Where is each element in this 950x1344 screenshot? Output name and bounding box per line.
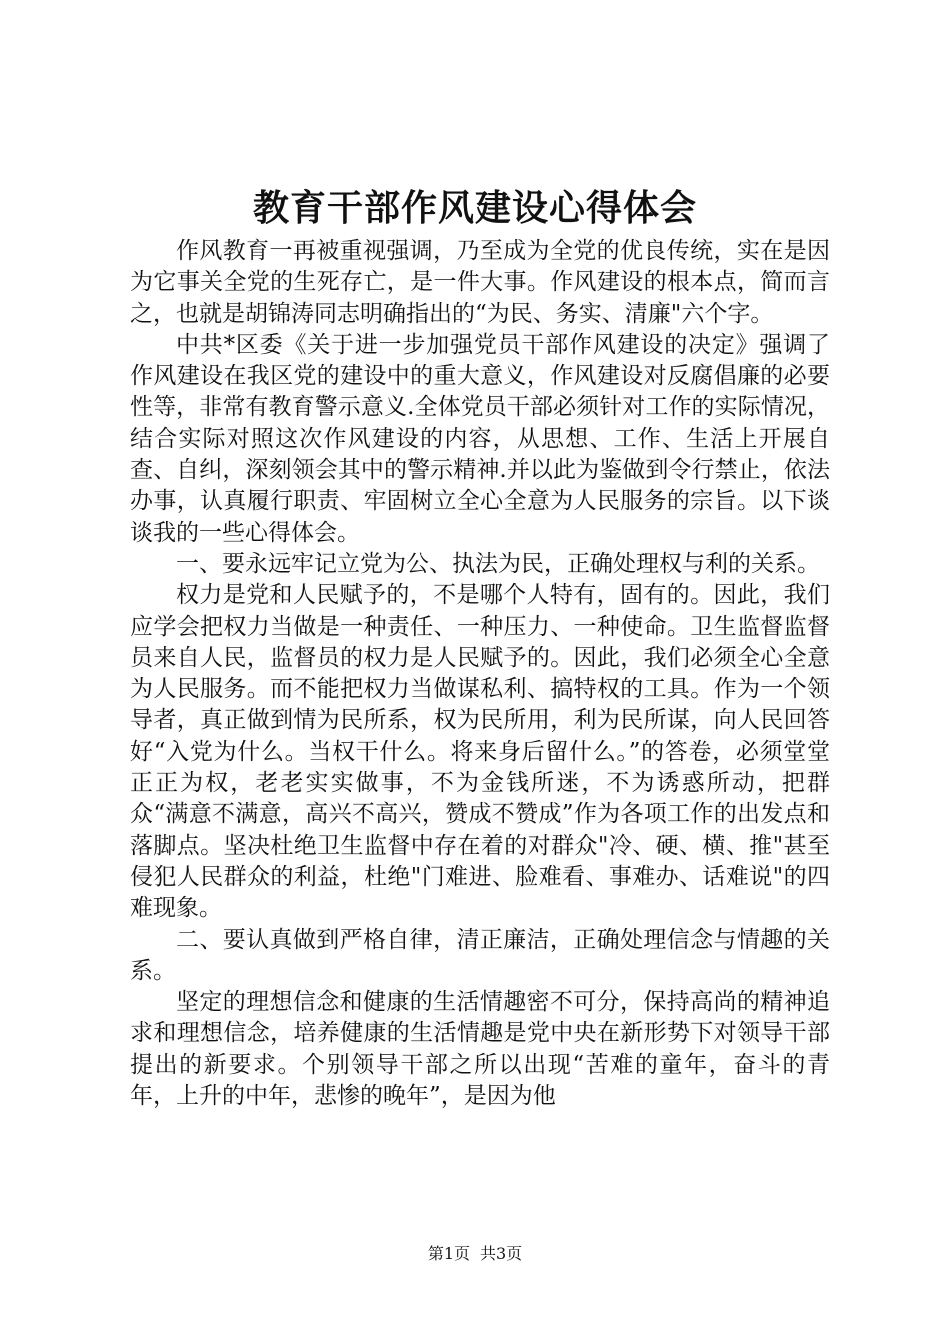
page-number: 第1页	[427, 1244, 470, 1263]
page-footer	[0, 1243, 950, 1265]
paragraph: 作风教育一再被重视强调，乃至成为全党的优良传统，实在是因为它事关全党的生死存亡，是一件大事。作风建设的根本点，简而言之，也就是胡锦涛同志明确指出的“为民、务实、清廉"六个字。	[130, 238, 830, 327]
section-heading: 二、要认真做到严格自律，清正廉洁，正确处理信念与情趣的关系。	[130, 926, 830, 984]
paragraph: 权力是党和人民赋予的，不是哪个人特有，固有的。因此，我们应学会把权力当做是一种责任、一种压力、一种使命。卫生监督监督员来自人民，监督员的权力是人民赋予的。因此，我们必须全心全意为人民服务。而不能把权力当做谋私利、搞特权的工具。作为一个领导者，真正做到情为民所系，权为民所用，利为民所谋，向人民回答好“入党为什么。当权干什么。将来身后留什么。”的答卷，必须堂堂正正为权，老老实实做事，不为金钱所迷，不为诱惑所动，把群众“满意不满意，高兴不高兴，赞成不赞成”作为各项工作的出发点和落脚点。坚决杜绝卫生监督中存在着的对群众"冷、硬、横、推"甚至侵犯人民群众的利益，杜绝"门难进、脸难看、事难办、话难说"的四难现象。	[130, 582, 830, 922]
page-total: 共3页	[480, 1244, 523, 1263]
paragraph: 坚定的理想信念和健康的生活情趣密不可分，保持高尚的精神追求和理想信念，培养健康的生活情趣是党中央在新形势下对领导干部提出的新要求。个别领导干部之所以出现“苦难的童年，奋斗的青年，上升的中年，悲惨的晚年”，是因为他	[130, 989, 830, 1110]
document-title: 教育干部作风建设心得体会	[252, 188, 697, 229]
document-body	[130, 236, 830, 1112]
section-heading: 一、要永远牢记立党为公、执法为民，正确处理权与利的关系。	[176, 550, 820, 577]
paragraph: 中共*区委《关于进一步加强党员干部作风建设的决定》强调了作风建设在我区党的建设中的重大意义，作风建设对反腐倡廉的必要性等，非常有教育警示意义.全体党员干部必须针对工作的实际情况，结合实际对照这次作风建设的内容，从思想、工作、生活上开展自查、自纠，深刻领会其中的警示精神.并以此为鉴做到令行禁止，依法办事，认真履行职责、牢固树立全心全意为人民服务的宗旨。以下谈谈我的一些心得体会。	[130, 331, 830, 546]
